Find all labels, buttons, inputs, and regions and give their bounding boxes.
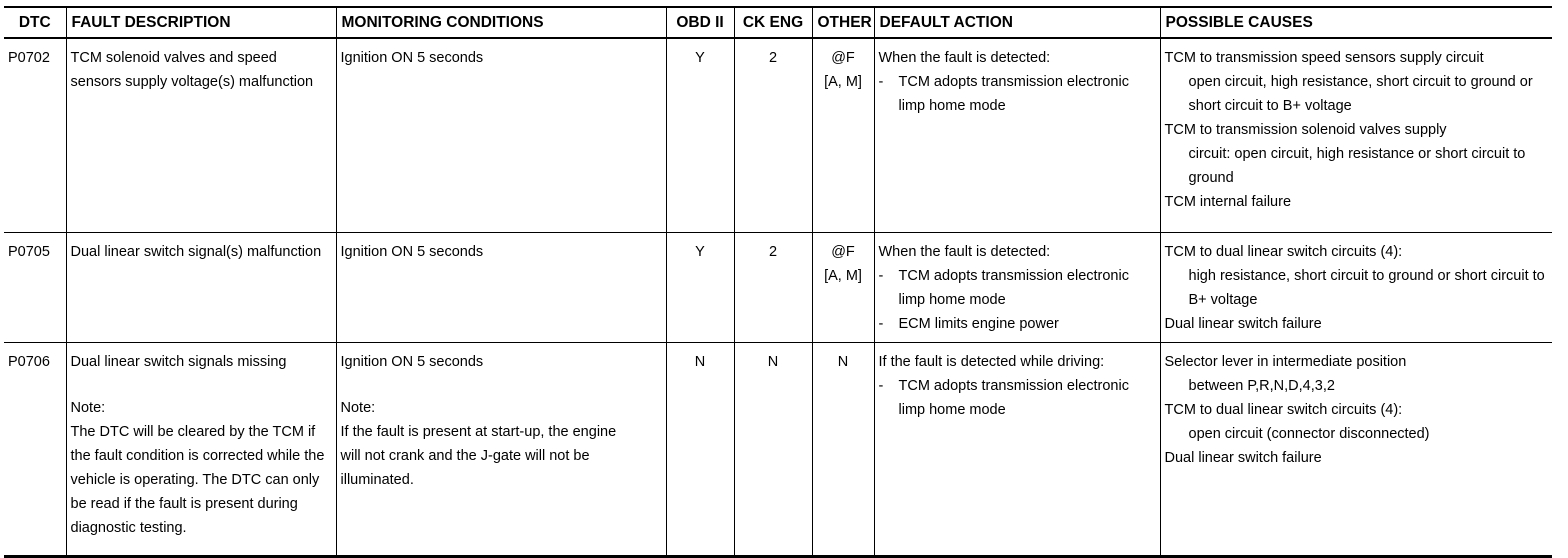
header-dtc: DTC [4,7,66,38]
action-item: - TCM adopts transmission electronic limp home mode [878,377,1129,418]
monitoring-conditions [336,232,666,342]
dtc-code: P0706 [4,342,66,556]
action-intro: If the fault is detected while driving: [878,353,1105,370]
other-value [812,232,874,342]
table-row [4,38,1552,232]
other-value-line-1: N [837,353,849,370]
monitoring-conditions [336,342,666,556]
header-other: OTHER [812,7,874,38]
possible-causes [1160,38,1552,232]
header-row [4,7,1552,38]
fault-description [66,342,336,556]
other-value [812,342,874,556]
cause-head: TCM to transmission solenoid valves supply [1164,122,1447,138]
cause-head: TCM to dual linear switch circuits (4): [1164,243,1403,260]
ck-eng-value: 2 [734,232,812,342]
monitoring-note-label: Note: [340,399,376,416]
cause-tail: high resistance, short circuit to ground or short circuit to B+ voltage [1188,267,1545,308]
action-item: - ECM limits engine power [878,315,1059,332]
obd2-value: N [666,342,734,556]
cause-head: TCM internal failure [1164,194,1292,210]
cause-tail: open circuit, high resistance, short circuit to ground or short circuit to B+ voltage [1188,74,1533,114]
header-obd2: OBD II [666,7,734,38]
cause-tail: open circuit (connector disconnected) [1188,425,1430,442]
other-value-line-1: @F [831,50,855,66]
obd2-value: Y [666,232,734,342]
fault-text: Dual linear switch signal(s) malfunction [70,243,322,260]
action-item: - TCM adopts transmission electronic limp home mode [878,74,1129,114]
fault-text: Dual linear switch signals missing [70,353,287,370]
action-intro: When the fault is detected: [878,50,1051,66]
default-action [874,38,1160,232]
monitoring-text: Ignition ON 5 seconds [340,243,484,260]
table-row [4,232,1552,342]
dtc-code: P0702 [4,38,66,232]
cause-tail: between P,R,N,D,4,3,2 [1188,377,1335,394]
cause-head: Dual linear switch failure [1164,315,1322,332]
header-monitoring-conditions: MONITORING CONDITIONS [336,7,666,38]
fault-note-label: Note: [70,399,106,416]
obd2-value: Y [666,38,734,232]
other-value-line-1: @F [831,243,855,260]
dtc-code: P0705 [4,232,66,342]
cause-head: TCM to dual linear switch circuits (4): [1164,401,1403,418]
possible-causes [1160,342,1552,556]
fault-description [66,38,336,232]
fault-description [66,232,336,342]
monitoring-text: Ignition ON 5 seconds [340,353,484,370]
cause-tail: circuit: open circuit, high resistance or short circuit to ground [1188,146,1526,186]
cause-head: Selector lever in intermediate position [1164,353,1407,370]
dtc-table [4,6,1552,558]
header-fault-description: FAULT DESCRIPTION [66,7,336,38]
monitoring-text: Ignition ON 5 seconds [340,50,484,66]
other-value-line-2: [A, M] [824,74,862,90]
possible-causes [1160,232,1552,342]
default-action [874,342,1160,556]
other-value [812,38,874,232]
monitoring-note: If the fault is present at start-up, the engine will not crank and the J-gate will not be illuminated. [340,423,617,488]
cause-head: TCM to transmission speed sensors supply circuit [1164,50,1484,66]
fault-note: The DTC will be cleared by the TCM if the fault condition is corrected while the vehicle is operating. The DTC can only be read if the fault is present during diagnostic testing. [70,423,325,536]
ck-eng-value: 2 [734,38,812,232]
header-ck-eng: CK ENG [734,7,812,38]
cause-head: Dual linear switch failure [1164,449,1322,466]
action-intro: When the fault is detected: [878,243,1051,260]
fault-text: TCM solenoid valves and speed sensors supply voltage(s) malfunction [70,50,314,90]
default-action [874,232,1160,342]
table-row [4,342,1552,556]
header-default-action: DEFAULT ACTION [874,7,1160,38]
ck-eng-value: N [734,342,812,556]
monitoring-conditions [336,38,666,232]
action-item: - TCM adopts transmission electronic limp home mode [878,267,1129,308]
header-possible-causes: POSSIBLE CAUSES [1160,7,1552,38]
other-value-line-2: [A, M] [824,267,862,284]
